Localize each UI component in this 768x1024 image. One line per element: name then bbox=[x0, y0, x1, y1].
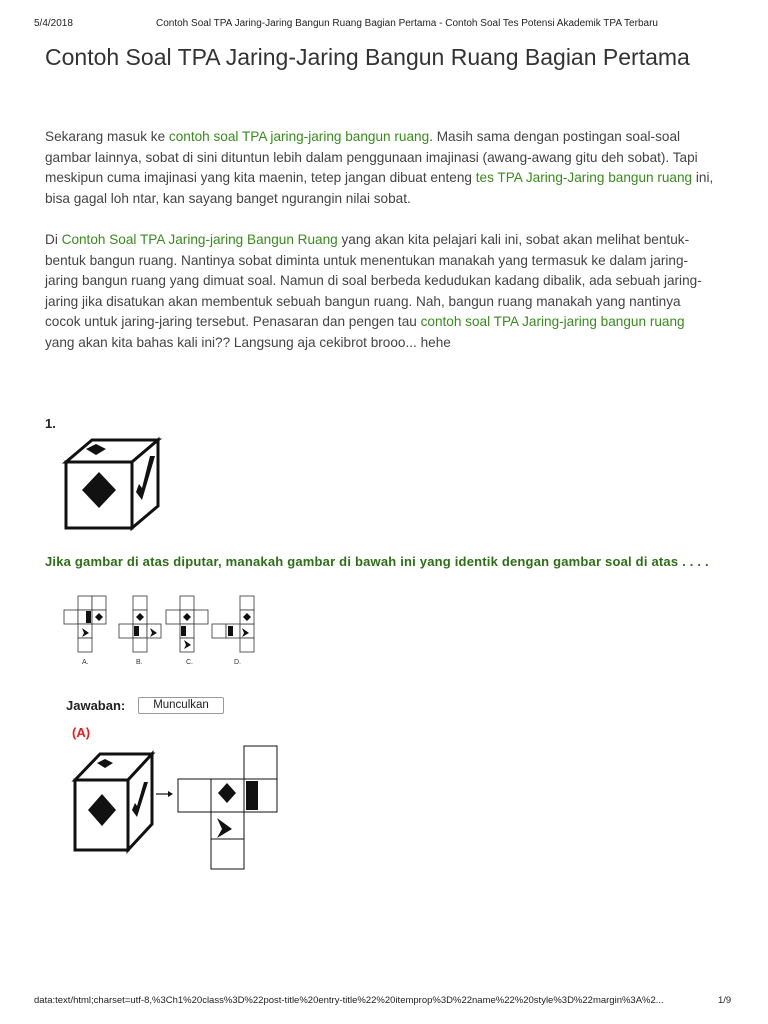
answer-explanation-image bbox=[72, 746, 280, 872]
answer-label-text: Jawaban bbox=[66, 698, 121, 713]
link-contoh-soal-3[interactable]: contoh soal TPA Jaring-jaring bangun ruang bbox=[420, 314, 685, 330]
option-label-a: A. bbox=[82, 659, 89, 666]
text-run: . Masih sama dengan postingan soal-soal gambar lainnya, sobat di sini dituntun lebih dalam penggunaan imajinasi (awang-awang gitu deh sobat). Tapi meskipun cuma imajinasi yang kita maenin, tetep jangan dibuat enteng bbox=[45, 129, 698, 186]
print-header-title: Contoh Soal TPA Jaring-Jaring Bangun Ruang Bagian Pertama - Contoh Soal Tes Potensi Akademik TPA Terbaru bbox=[156, 18, 658, 29]
show-answer-button[interactable]: Munculkan bbox=[138, 697, 224, 714]
option-label-d: D. bbox=[234, 659, 241, 666]
intro-paragraph-2 bbox=[45, 230, 715, 354]
option-label-c: C. bbox=[186, 659, 193, 666]
question-cube-image bbox=[58, 436, 164, 532]
print-date: 5/4/2018 bbox=[34, 18, 73, 29]
print-footer-url: data:text/html;charset=utf-8,%3Ch1%20class%3D%22post-title%20entry-title%22%20itemprop%3D%22name%22%20style%3D%22margin%3A%2... bbox=[34, 995, 664, 1006]
answer-key: (A) bbox=[72, 725, 91, 740]
print-page-number: 1/9 bbox=[718, 995, 732, 1006]
link-contoh-soal-2[interactable]: Contoh Soal TPA Jaring-jaring Bangun Ruang bbox=[61, 232, 338, 247]
answer-options-image bbox=[58, 592, 268, 670]
text-run: Di bbox=[45, 232, 62, 247]
question-number: 1. bbox=[45, 416, 56, 431]
link-tes-tpa[interactable]: tes TPA Jaring-Jaring bangun ruang bbox=[475, 170, 693, 186]
text-run: ini, bisa gagal loh ntar, kan sayang banget ngurangin nilai sobat. bbox=[45, 170, 714, 206]
link-contoh-soal[interactable]: contoh soal TPA jaring-jaring bangun ruang bbox=[168, 129, 430, 144]
post-title: Contoh Soal TPA Jaring-Jaring Bangun Ruang Bagian Pertama bbox=[45, 44, 690, 70]
answer-label: Jawaban: bbox=[66, 698, 126, 713]
intro-paragraph-1 bbox=[45, 127, 715, 209]
text-run: yang akan kita bahas kali ini?? Langsung aja cekibrot brooo... hehe bbox=[45, 334, 451, 350]
text-run: Sekarang masuk ke bbox=[45, 129, 169, 144]
question-text: Jika gambar di atas diputar, manakah gambar di bawah ini yang identik dengan gambar soal di atas . . . . bbox=[45, 554, 709, 569]
text-run: yang akan kita pelajari kali ini, sobat akan melihat bentuk-bentuk bangun ruang. Nantinya sobat diminta untuk menentukan manakah yang termasuk ke dalam jaring-jaring bangun ruang yang dimuat soal. Namun di soal berbeda kedudukan kadang dibalik, ada sebuah jaring-jaring jika disatukan akan membentuk sebuah bangun ruang. Nah, bangun ruang manakah yang nantinya cocok untuk jaring-jaring tersebut. Penasaran dan pengen tau bbox=[45, 232, 702, 330]
option-label-b: B. bbox=[136, 659, 143, 666]
